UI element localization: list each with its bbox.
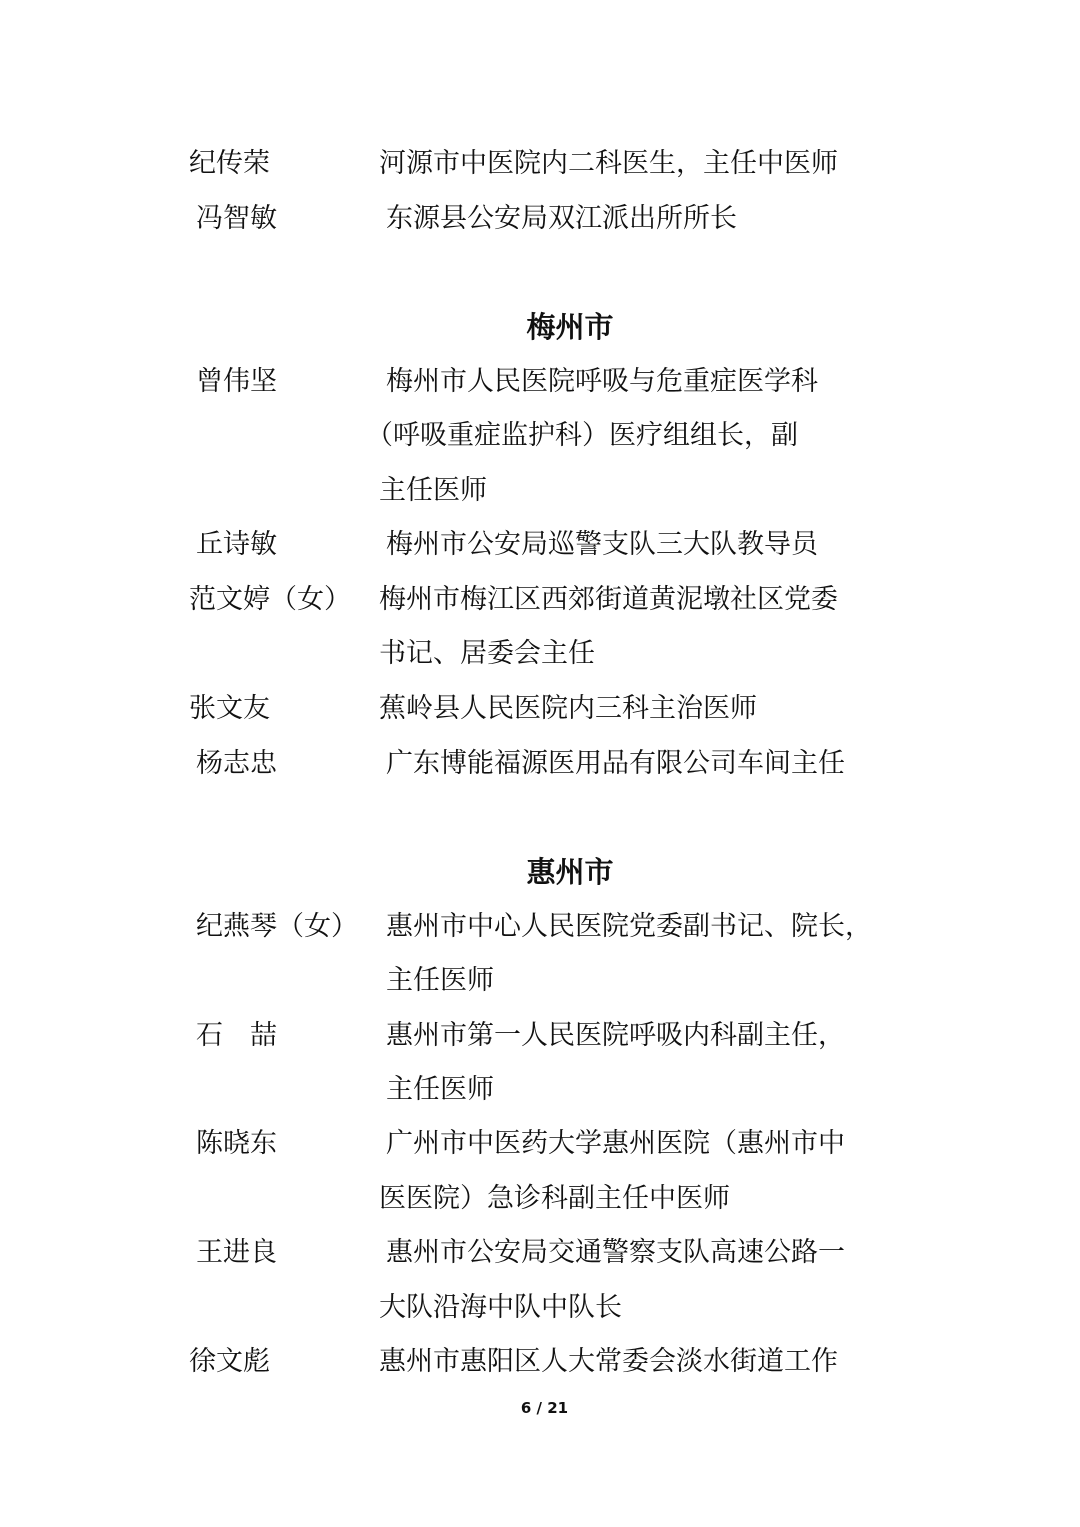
entry-description: （呼吸重症监护科）医疗组组长，副 (366, 420, 798, 451)
entry-description: 惠州市惠阳区人大常委会淡水街道工作 (379, 1346, 838, 1377)
entry-name: 石 喆 (196, 1020, 277, 1051)
page-number: 6 / 21 (520, 1399, 569, 1417)
entry-description: 主任医师 (386, 965, 494, 996)
entry-description: 广东博能福源医用品有限公司车间主任 (386, 748, 845, 779)
entry-description: 主任医师 (386, 1074, 494, 1105)
entry-name: 纪燕琴（女） (196, 911, 358, 942)
entry-name: 冯智敏 (196, 203, 277, 234)
entry-description: 梅州市公安局巡警支队三大队教导员 (386, 529, 818, 560)
entry-name: 王进良 (196, 1237, 277, 1268)
entry-description: 惠州市公安局交通警察支队高速公路一 (386, 1237, 845, 1268)
entry-description: 广州市中医药大学惠州医院（惠州市中 (386, 1128, 845, 1159)
entry-name: 纪传荣 (189, 148, 270, 179)
entry-description: 惠州市第一人民医院呼吸内科副主任， (386, 1020, 845, 1051)
entry-name: 杨志忠 (196, 748, 277, 779)
entry-description: 主任医师 (379, 475, 487, 506)
entry-name: 范文婷（女） (189, 584, 351, 615)
entry-description: 大队沿海中队中队长 (379, 1292, 622, 1323)
entry-description: 梅州市人民医院呼吸与危重症医学科 (386, 366, 818, 397)
entry-description: 惠州市中心人民医院党委副书记、院长， (386, 911, 872, 942)
entry-description: 蕉岭县人民医院内三科主治医师 (379, 693, 757, 724)
section-heading: 惠州市 (526, 855, 614, 889)
entry-name: 徐文彪 (189, 1346, 270, 1377)
entry-description: 医医院）急诊科副主任中医师 (379, 1183, 730, 1214)
section-heading: 梅州市 (526, 310, 614, 344)
entry-description: 东源县公安局双江派出所所长 (386, 203, 737, 234)
entry-name: 陈晓东 (196, 1128, 277, 1159)
entry-name: 曾伟坚 (196, 366, 277, 397)
entry-description: 河源市中医院内二科医生，主任中医师 (379, 148, 838, 179)
entry-name: 丘诗敏 (196, 529, 277, 560)
entry-description: 梅州市梅江区西郊街道黄泥墩社区党委 (379, 584, 838, 615)
entry-name: 张文友 (189, 693, 270, 724)
entry-description: 书记、居委会主任 (379, 638, 595, 669)
